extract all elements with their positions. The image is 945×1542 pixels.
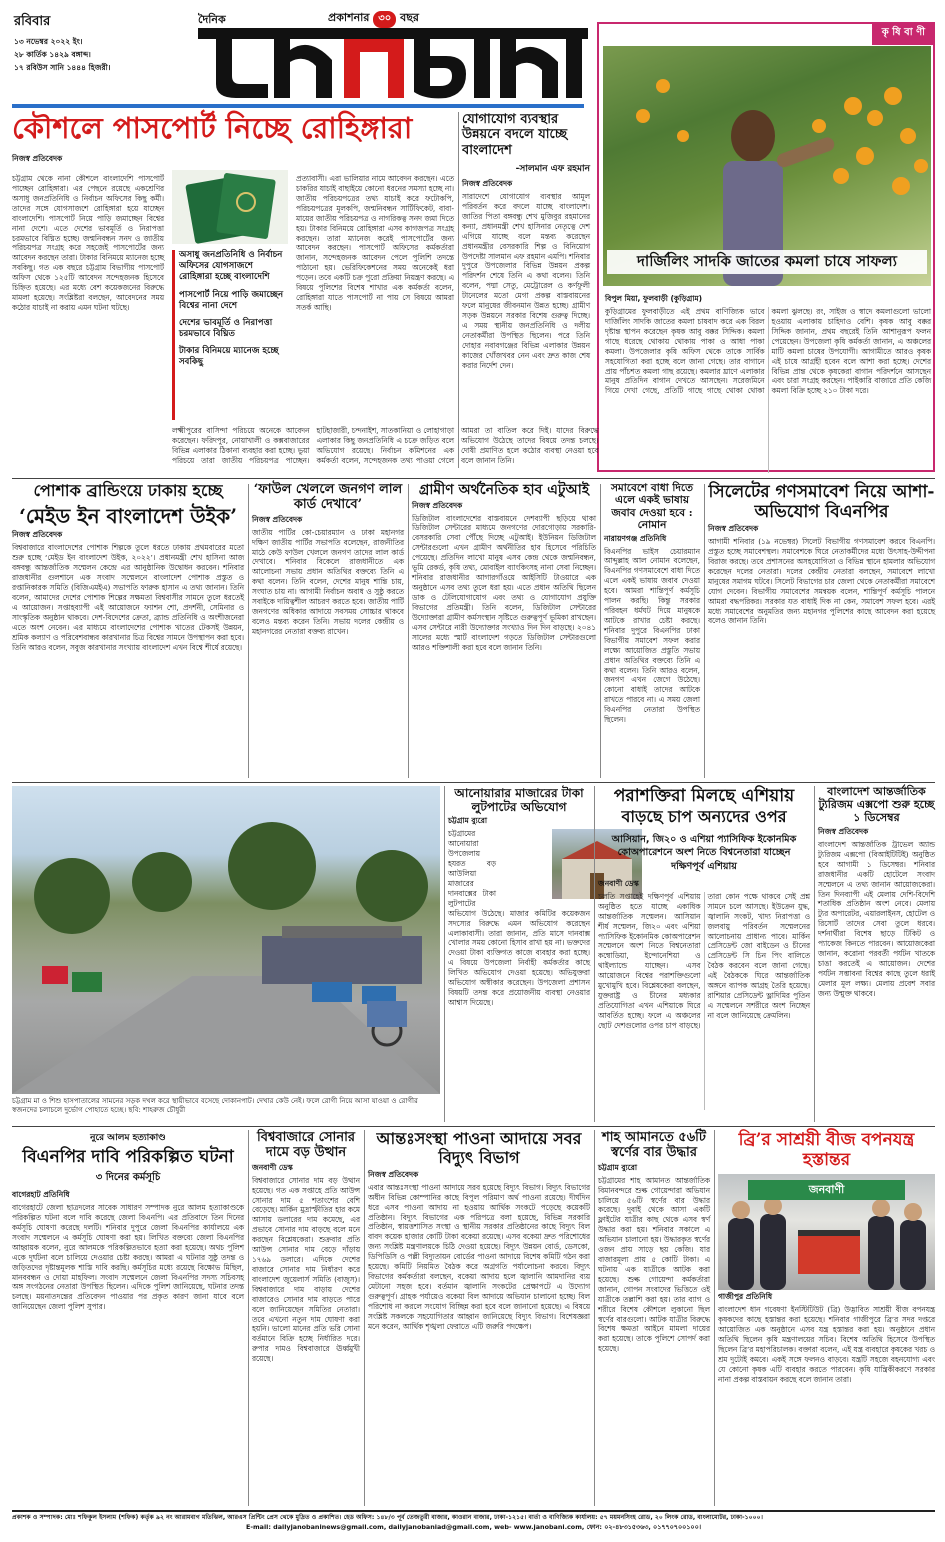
rally-byline: নারায়ণগঞ্জ প্রতিনিধি (604, 533, 667, 543)
mazar-headline: আনোয়ারার মাজারের টাকা লুটপাটের অভিযোগ (454, 786, 584, 815)
communication-story (462, 112, 590, 468)
masthead-logo (198, 22, 588, 102)
rural-hub-headline: গ্রামীণ অর্থনৈতিক হাব এটুআই (418, 482, 590, 498)
pull-quote-1: অসাধু জনপ্রতিনিধি ও নির্বাচন অফিসের যোগসাজশে রোহিঙ্গারা হচ্ছে বাংলাদেশি (179, 250, 283, 283)
krishi-tag: কৃ ষি বা ণী (872, 22, 935, 45)
lead-body-col3: লক্ষ্মীপুরের বাসিন্দা পরিচয়ে অনেকে আবেদন করেছেন। ফরিদপুর, নোয়াখালী ও কক্সবাজারের বিভিন্ন এলাকার ঠিকানা ব্যবহার করা হচ্ছে। ভুয়া পরিচয়ে তারা জাতীয় পরিচয়পত্র পাচ্ছেন। হাটহাজারী, চন্দনাইশ, সাতকানিয়া ও লোহাগাড়া এলাকার কিছু জনপ্রতিনিধি এ চক্রে জড়িত বলে অভিযোগ রয়েছে। নির্বাচন কমিশনের এক কর্মকর্তা বলেন, সন্দেহজনক তথ্য পাওয়া গেলে আমরা তা বাতিল করে দিই। যাদের বিরুদ্ধে অভিযোগ উঠেছে তাদের বিষয়ে তদন্ত চলছে। দোষী প্রমাণিত হলে কঠোর ব্যবস্থা নেওয়া হবে বলে জানান তিনি। (172, 426, 599, 465)
seed-machine-body: বাংলাদেশ ধান গবেষণা ইনস্টিটিউট (ব্রি) উদ্ভাবিত সাশ্রয়ী বীজ বপনযন্ত্র কৃষকদের কাছে হস্তান্তর করা হয়েছে। শনিবার গাজীপুরে ব্রি’র সদর দপ্তরে আয়োজিত এক অনুষ্ঠানে এসব যন্ত্র হস্তান্তর করা হয়। অনুষ্ঠানে প্রধান অতিথি ছিলেন কৃষি মন্ত্রণালয়ের সচিব। বিশেষ অতিথি হিসেবে উপস্থিত ছিলেন ব্রি’র মহাপরিচালক। বক্তারা বলেন, এই যন্ত্র ব্যবহারে কৃষকের খরচ ও শ্রম দুটোই কমবে। একই সঙ্গে ফলনও বাড়বে। যন্ত্রটি সহজে বহনযোগ্য এবং যে কোনো কৃষক এটি ব্যবহার করতে পারবেন। কৃষি যান্ত্রিকীকরণে সরকার নানা প্রকল্প বাস্তবায়ন করছে বলে জানান তারা। (718, 1305, 935, 1384)
footer-imprint: প্রকাশক ও সম্পাদক: মোঃ শফিকুল ইসলাম (শফিক) কর্তৃক ৯২ নং আরামবাগ মতিঝিল, আরএস প্রিন্টিং প্রেস থেকে মুদ্রিত ও প্রকাশিত। হেড অফিস: ১৪৮/৩ পূর্ব তেজতুরী বাজার, কাওরান বাজার, ঢাকা-১২১৫। বার্তা ও বাণিজ্যিক কার্যালয়: ৫৭ ময়মনসিংহ রোড, ২০ লিংক রোড, বাংলামোটর, ঢাকা-১০০০। (12, 1514, 763, 1521)
footer (12, 1510, 935, 1538)
rural-hub-body: ডিজিটাল বাংলাদেশের বাস্তবায়নে দেশব্যাপী ছড়িয়ে থাকা ডিজিটাল সেন্টারের মাধ্যমে জনগণের দোরগোড়ায় সরকারি-বেসরকারি সেবা পৌঁছে দিচ্ছে এটুআই। ইউনিয়ন ডিজিটাল সেন্টারগুলো এখন গ্রামীণ অর্থনীতির হাব হিসেবে পরিচিতি পেয়েছে। প্রতিদিন লাখো মানুষ এসব কেন্দ্র থেকে জন্মনিবন্ধন, ভূমি রেকর্ড, কৃষি তথ্য, মোবাইল ব্যাংকিংসহ নানা সেবা নিচ্ছেন। শনিবার রাজধানীর আগারগাঁওয়ে আইসিটি টাওয়ারে এক অনুষ্ঠানে এসব তথ্য তুলে ধরা হয়। এতে প্রধান অতিথি ছিলেন ডাক ও টেলিযোগাযোগ এবং তথ্য ও যোগাযোগ প্রযুক্তি বিভাগের প্রতিমন্ত্রী। তিনি বলেন, ডিজিটাল সেন্টারের উদ্যোক্তারা গ্রামীণ কর্মসংস্থান সৃষ্টিতে গুরুত্বপূর্ণ ভূমিকা রাখছেন। এসব সেন্টারে নারী উদ্যোক্তার সংখ্যাও দিন দিন বাড়ছে। ২০৪১ সালের মধ্যে স্মার্ট বাংলাদেশ গড়তে ডিজিটাল সেন্টারগুলো আরও শক্তিশালী করা হবে বলে জানান তিনি। (412, 513, 596, 652)
communication-author: -সালমান এফ রহমান (515, 163, 590, 174)
power-dues-byline: নিজস্ব প্রতিবেদক (368, 1169, 419, 1179)
seed-machine-byline: গাজীপুর প্রতিনিধি (718, 1292, 773, 1302)
event-banner-text: জনবাণী (808, 1183, 845, 1197)
bangladesh-week-headline-1: পোশাক ব্রান্ডিংয়ে ঢাকায় হচ্ছে (33, 481, 223, 500)
power-dues-body: এবার আন্তঃসংস্থা পাওনা আদায়ে সরব হয়েছে বিদ্যুৎ বিভাগ। বিদ্যুৎ বিভাগের অধীন বিভিন্ন কোম্পানির কাছে বিপুল পরিমাণ অর্থ পাওনা রয়েছে। দীর্ঘদিন ধরে এসব পাওনা আদায় না হওয়ায় আর্থিক সংকটে পড়েছে কয়েকটি প্রতিষ্ঠান। বিদ্যুৎ বিভাগের এক পরিপত্রে বলা হয়েছে, বিভিন্ন সরকারি প্রতিষ্ঠান, স্বায়ত্তশাসিত সংস্থা ও স্থানীয় সরকার প্রতিষ্ঠানের কাছে বিদ্যুৎ বিল বাবদ কয়েক হাজার কোটি টাকা বকেয়া রয়েছে। এসব বকেয়া দ্রুত পরিশোধের জন্য সংশ্লিষ্ট মন্ত্রণালয়কে চিঠি দেওয়া হয়েছে। বিদ্যুৎ উন্নয়ন বোর্ড, ডেসকো, ডিপিডিসি ও পল্লী বিদ্যুতায়ন বোর্ডের পাওনা আদায়ে বিশেষ কমিটি গঠন করা হয়েছে। কমিটি নিয়মিত বৈঠক করে অগ্রগতি পর্যালোচনা করবে। বিদ্যুৎ বিভাগের কর্মকর্তারা বলছেন, বকেয়া আদায় হলে জ্বালানি আমদানির ব্যয় মেটানো সহজ হবে। বর্তমান জ্বালানি সংকটের প্রেক্ষাপটে এ উদ্যোগ গুরুত্বপূর্ণ। গ্রাহক পর্যায়েও বকেয়া বিল আদায়ে অভিযান চালানো হচ্ছে। বিল পরিশোধ না করলে সংযোগ বিচ্ছিন্ন করা হবে বলে জানানো হয়েছে। এ বিষয়ে সংশ্লিষ্ট সকলকে সহযোগিতার আহ্বান জানিয়েছে বিদ্যুৎ বিভাগ। বিশেষজ্ঞরা মনে করেন, আর্থিক শৃঙ্খলা ফেরাতে এটি জরুরি পদক্ষেপ। (368, 1182, 590, 1331)
shah-amanat-headline: শাহ আমানতে ৫৬টি স্বর্ণের বার উদ্ধার (602, 1130, 706, 1161)
anniversary-text: প্রকাশনার (328, 11, 370, 24)
foul-byline: নিজস্ব প্রতিবেদক (252, 514, 303, 524)
krishi-byline: বিপুল মিয়া, ফুলবাড়ী (কুড়িগ্রাম) (605, 294, 703, 303)
bangladesh-week-headline-2: ‘মেইড ইন বাংলাদেশ উইক’ (18, 503, 238, 528)
mazar-byline: চট্টগ্রাম ব্যুরো (448, 816, 488, 826)
gold-body: বিশ্ববাজারে সোনার দাম বড় উত্থান হয়েছে। গত এক সপ্তাহে প্রতি আউন্স সোনার দাম ৫ শতাংশের বেশি বেড়েছে। মার্কিন মুদ্রাস্ফীতির হার কমে আসায় ডলারের দাম কমেছে, এর প্রভাবে সোনার দাম বাড়ছে বলে মনে করছেন বিশ্লেষকেরা। শুক্রবার প্রতি আউন্স সোনার দাম বেড়ে দাঁড়ায় ১৭৬৯ ডলারে। এদিকে দেশের বাজারে সোনার দাম নির্ধারণ করে বাংলাদেশ জুয়েলার্স সমিতি (বাজুস)। বিশ্ববাজারে দাম বাড়ায় দেশের বাজারেও সোনার দাম বাড়তে পারে বলে জানিয়েছেন সমিতির নেতারা। তবে এখনো নতুন দাম ঘোষণা করা হয়নি। ভালো মানের প্রতি ভরি সোনা বর্তমানে বিক্রি হচ্ছে নির্ধারিত দরে। রুপার দামও বিশ্ববাজারে ঊর্ধ্বমুখী রয়েছে। (252, 1175, 360, 1364)
bnp-claim-headline: বিএনপির দাবি পরিকল্পিত ঘটনা (22, 1147, 234, 1167)
masthead-rule (12, 104, 584, 108)
power-dues-headline: আন্তঃসংস্থা পাওনা আদায়ে সবর বিদ্যুৎ বিভাগ (376, 1129, 582, 1167)
gold-headline: বিশ্ববাজারে সোনার দামে বড় উত্থান (257, 1130, 355, 1161)
bnp-claim-byline: বাগেরহাট প্রতিনিধি (12, 1190, 70, 1200)
bnp-claim-body: বাগেরহাটে জেলা ছাত্রদলের সাবেক সাধারণ সম্পাদক নুরে আলম হত্যাকাণ্ডকে পরিকল্পিত ঘটনা বলে দাবি করেছে জেলা বিএনপি। এর প্রতিবাদে তিন দিনের কর্মসূচি ঘোষণা করেছে দলটি। শনিবার দুপুরে জেলা বিএনপির কার্যালয়ে এক সংবাদ সম্মেলনে এ কর্মসূচি ঘোষণা করা হয়। লিখিত বক্তব্যে জেলা বিএনপির আহ্বায়ক বলেন, নুরে আলমকে পরিকল্পিতভাবে হত্যা করা হয়েছে। অথচ পুলিশ একে দুর্ঘটনা বলে চালিয়ে দেওয়ার চেষ্টা করছে। আমরা এ ঘটনার সুষ্ঠু তদন্ত ও জড়িতদের দৃষ্টান্তমূলক শাস্তি দাবি করছি। কর্মসূচির মধ্যে রয়েছে বিক্ষোভ মিছিল, মানববন্ধন ও দোয়া মাহফিল। সংবাদ সম্মেলনে জেলা বিএনপির সদস্য সচিবসহ অঙ্গ সংগঠনের নেতারা উপস্থিত ছিলেন। এদিকে পুলিশ জানিয়েছে, ঘটনার তদন্ত চলছে। ময়নাতদন্তের প্রতিবেদন পাওয়ার পর প্রকৃত কারণ জানা যাবে বলে জানিয়েছেন জেলা পুলিশ সুপার। (12, 1203, 244, 1312)
sylhet-story (708, 482, 935, 780)
masthead-day: রবিবার (14, 14, 51, 29)
rural-hub-story (412, 482, 596, 780)
logo-wordmark-icon (198, 22, 588, 102)
gold-story (252, 1130, 360, 1506)
mazar-body: চট্টগ্রামের আনোয়ারা উপজেলায় হযরত বড় আউলিয়া মাজারের দানবাক্সের টাকা লুটপাটের অভিযোগ উঠেছে। মাজার কমিটির কয়েকজন সদস্যের বিরুদ্ধে এমন অভিযোগ করেছেন এলাকাবাসী। তারা জানান, প্রতি মাসে দানবাক্স খোলার সময় কোনো হিসাব রাখা হয় না। ভক্তদের দেওয়া টাকা ব্যক্তিগত কাজে ব্যবহার করা হচ্ছে। এ বিষয়ে উপজেলা নির্বাহী কর্মকর্তার কাছে লিখিত অভিযোগ দেওয়া হয়েছে। অভিযুক্তরা অভিযোগ অস্বীকার করেছেন। উপজেলা প্রশাসন বিষয়টি তদন্ত করে প্রয়োজনীয় ব্যবস্থা নেওয়ার আশ্বাস দিয়েছে। (448, 829, 590, 1007)
seed-machine-story (718, 1130, 935, 1506)
rural-hub-byline: নিজস্ব প্রতিবেদক (412, 500, 463, 510)
footer-contact: E-mail: dailyjanobaninews@gmail.com, dailyjanobaniad@gmail.com, web- www.janobani.com, ফোন: ০২-৪৮৩১৫৩৬৩, ০১৭৭০৭০০১০০। (245, 1522, 702, 1531)
powers-story (598, 786, 810, 1122)
sylhet-body: আগামী শনিবার (১৯ নভেম্বর) সিলেট বিভাগীয় গণসমাবেশ করবে বিএনপি। প্রস্তুত হচ্ছে সমাবেশস্থল। সমাবেশকে ঘিরে নেতাকর্মীদের মধ্যে উৎসাহ-উদ্দীপনা বিরাজ করছে। তবে প্রশাসনের অসহযোগিতা ও বিভিন্ন স্থানে হামলার অভিযোগ করেছেন দলের নেতারা। দলের কেন্দ্রীয় নেতারা বলছেন, সমাবেশে লাখো মানুষের সমাগম ঘটবে। সিলেট বিভাগের চার জেলা থেকে নেতাকর্মীরা সমাবেশে যোগ দেবেন। বিভাগীয় সমাবেশের সমন্বয়ক বলেন, শান্তিপূর্ণ কর্মসূচি পালনে আমরা বদ্ধপরিকর। সরকার যত বাধাই দিক না কেন, সমাবেশ সফল হবে। এরই মধ্যে সমাবেশের অনুমতির জন্য মহানগর পুলিশের কাছে আবেদন করা হয়েছে বলেও জানান তিনি। (708, 537, 935, 626)
pull-quote-3: দেশের ভাবমূর্তি ও নিরাপত্তা চরমভাবে বিঘ্নিত (179, 317, 273, 340)
lead-body-col2: প্রত্যাবাসী। এরা ভালিয়ার নামে আবেদন করছেন। এতে চাকরির যাচাই বাছাইয়ে কোনো ধরনের সমস্যা হচ্ছে না। জাতীয় পরিচয়পত্রের তথ্য যাচাই করে ফটোকপি, পরিচয়পত্রের মূলকপি, জন্মনিবন্ধন সার্টিফিকেট, বাবা-মায়ের জাতীয় পরিচয়পত্র ও নাগরিকত্ব সনদ জমা দিতে হয়। টাকার বিনিময়ে রোহিঙ্গারা এসব কাগজপত্র সংগ্রহ করছেন। তারা ম্যানেজ করেই পাসপোর্টের জন্য আবেদন করছেন। পাসপোর্ট অফিসের কর্মকর্তারা জানান, সন্দেহজনক আবেদন পেলে পুলিশি তদন্তে পাঠানো হয়। ভেরিফিকেশনের সময় অনেকেই ধরা পড়েন। তবে একটি চক্র পুরো প্রক্রিয়া নিয়ন্ত্রণ করছে। এ বিষয়ে পুলিশের বিশেষ শাখার এক কর্মকর্তা বলেন, রোহিঙ্গারা যাতে পাসপোর্ট না পায় সে বিষয়ে আমরা সতর্ক আছি। (296, 174, 454, 312)
masthead-date-hijri: ১৭ রবিউস সানি ১৪৪৪ হিজরী। (14, 62, 111, 72)
tourism-story (818, 786, 935, 1122)
sylhet-byline: নিজস্ব প্রতিবেদক (708, 524, 759, 534)
communication-byline: নিজস্ব প্রতিবেদক (462, 178, 513, 188)
bnp-claim-subhead: ৩ দিনের কর্মসূচি (95, 1172, 161, 1184)
bangladesh-week-byline: নিজস্ব প্রতিবেদক (12, 530, 63, 540)
mazar-story (448, 786, 590, 1122)
masthead-prefix: দৈনিক (198, 13, 226, 26)
lead-headline: কৌশলে পাসপোর্ট নিচ্ছে রোহিঙ্গারা (12, 111, 413, 145)
bangladesh-week-story (12, 482, 244, 780)
foul-story (252, 482, 404, 780)
foul-body: জাতীয় পার্টির কো-চেয়ারম্যান ও ঢাকা মহানগর দক্ষিণ জাতীয় পার্টির সভাপতি বলেছেন, রাজনীতির মাঠে কেউ ফাউল খেললে জনগণ তাদের লাল কার্ড দেখাবে। শনিবার বিকেলে রাজধানীতে এক আলোচনা সভায় প্রধান অতিথির বক্তব্যে তিনি এ কথা বলেন। তিনি বলেন, দেশের মানুষ শান্তি চায়, সংঘাত চায় না। আগামী নির্বাচন অবাধ ও সুষ্ঠু করতে সবাইকে দায়িত্বশীল আচরণ করতে হবে। জাতীয় পার্টি জনগণের অধিকার আদায়ে সবসময় সোচ্চার থাকবে বলেও মন্তব্য করেন তিনি। সভায় দলের কেন্দ্রীয় ও মহানগরের নেতারা বক্তব্য রাখেন। (252, 527, 404, 636)
krishi-box (597, 22, 935, 472)
event-banner (748, 1180, 905, 1200)
masthead-date-block (14, 12, 124, 82)
lead-pull-quotes (172, 250, 288, 420)
bangladesh-week-body: বিশ্ববাজারে বাংলাদেশের পোশাক শিল্পকে তুলে ধরতে ঢাকায় প্রথমবারের মতো শুরু হচ্ছে ‘মেইড ইন বাংলাদেশ উইক, ২০২২’। প্রধানমন্ত্রী শেখ হাসিনা আজ বঙ্গবন্ধু আন্তর্জাতিক সম্মেলন কেন্দ্রে এর আনুষ্ঠানিক উদ্বোধন করবেন। শনিবার রাজধানীর গুলশানে এক সংবাদ সম্মেলনে বাংলাদেশ পোশাক প্রস্তুত ও রপ্তানিকারক সমিতি (বিজিএমইএ) সভাপতি ফারুক হাসান এ তথ্য জানান। তিনি বলেন, আমাদের দেশের পোশাক শিল্পের সক্ষমতা বিশ্ববাসীর সামনে তুলে ধরতেই এ আয়োজন। সপ্তাহব্যাপী এই আয়োজনে ফ্যাশন শো, প্রদর্শনী, সেমিনার ও সাংস্কৃতিক অনুষ্ঠান থাকবে। দেশ-বিদেশের ক্রেতা, ব্র্যান্ড প্রতিনিধি ও অংশীজনেরা এতে অংশ নেবেন। এর মাধ্যমে বাংলাদেশের পোশাক খাতের টেকসই উন্নয়ন, শ্রমিক কল্যাণ ও পরিবেশবান্ধব কারখানার চিত্র বিশ্বের সামনে উপস্থাপন করা হবে। তিনি আরও বলেন, সবুজ কারখানার সংখ্যায় বাংলাদেশ এখন বিশ্বে শীর্ষে রয়েছে। (12, 543, 244, 652)
street-photo-caption: চট্টগ্রাম মা ও শিশু হাসপাতালের সামনের সড়ক দখল করে স্থায়ীভাবে বসেছে দোকানপাট। দেখার কেউ নেই। ফলে রোগী নিয়ে আসা যাওয়া ও রোগীর স্বজনদের চলাচলে দুর্ভোগ পোহাতে হচ্ছে। ছবি: শাহরুজ চৌধুরী (12, 1097, 418, 1115)
seed-machine-photo (718, 1174, 935, 1290)
rally-body: বিএনপির ভাইস চেয়ারম্যান আব্দুল্লাহ আল নোমান বলেছেন, বিএনপির গণসমাবেশে বাধা দিতে এলে একই ভাষায় জবাব দেওয়া হবে। আমরা শান্তিপূর্ণ কর্মসূচি পালন করছি। কিন্তু সরকার পরিবহন ধর্মঘট দিয়ে মানুষকে আটকে রাখার চেষ্টা করছে। শনিবার দুপুরে বিএনপির ঢাকা বিভাগীয় সমাবেশ সফল করার লক্ষ্যে আয়োজিত প্রস্তুতি সভায় প্রধান অতিথির বক্তব্যে তিনি এ কথা বলেন। তিনি আরও বলেন, জনগণ এখন জেগে উঠেছে। কোনো বাধাই তাদের আটকে রাখতে পারবে না। এ সময় জেলা বিএনপির নেতারা উপস্থিত ছিলেন। (604, 546, 700, 725)
power-dues-story (368, 1130, 590, 1506)
powers-subhead: আসিয়ান, জি২০ ও এশিয়া প্যাসিফিক ইকোনমিক কোঅপারেশনে অংশ নিতে বিশ্বনেতারা যাচ্ছেন দক্ষিণপূর্ব এশিয়ায় (611, 833, 797, 872)
passport-photo (172, 170, 288, 244)
communication-headline: যোগাযোগ ব্যবস্থার উন্নয়নে বদলে যাচ্ছে বাংলাদেশ (462, 112, 568, 158)
tourism-body: বাংলাদেশ আন্তর্জাতিক ট্রাভেল অ্যান্ড ট্যুরিজম এক্সপো (বিআইটিটিই) অনুষ্ঠিত হবে আগামী ১ ডিসেম্বর। শনিবার রাজধানীর একটি হোটেলে সংবাদ সম্মেলনে এ তথ্য জানান আয়োজকেরা। তিন দিনব্যাপী এই মেলায় দেশি-বিদেশি শতাধিক প্রতিষ্ঠান অংশ নেবে। মেলায় ট্যুর অপারেটর, এয়ারলাইনস, হোটেল ও রিসোর্ট তাদের সেবা তুলে ধরবে। দর্শনার্থীরা বিশেষ ছাড়ে টিকিট ও প্যাকেজ কিনতে পারবেন। আয়োজকেরা জানান, করোনা পরবর্তী পর্যটন খাতকে চাঙা করতেই এ আয়োজন। দেশের পর্যটন সম্ভাবনা বিশ্বের কাছে তুলে ধরাই মেলার মূল লক্ষ্য। মেলায় প্রবেশ সবার জন্য উন্মুক্ত থাকবে। (818, 839, 935, 998)
powers-headline-1: পরাশক্তিরা মিলছে এশিয়ায় (613, 786, 795, 806)
masthead-logo-block (178, 8, 596, 102)
pull-quote-4: টাকার বিনিময়ে ম্যানেজ হচ্ছে সবকিছু (179, 346, 279, 368)
krishi-headline: দার্জিলিং সাদকি জাতের কমলা চাষে সাফল্য (607, 250, 927, 274)
sylhet-headline: সিলেটের গণসমাবেশ নিয়ে আশা-অভিযোগ বিএনপির (708, 482, 935, 523)
pull-quote-2: পাসপোর্ট নিয়ে পাড়ি জমাচ্ছেন বিশ্বের নানা দেশে (179, 289, 284, 311)
powers-byline: জনবাণী ডেস্ক (598, 878, 639, 888)
rally-story (604, 482, 700, 780)
krishi-body: কুড়িগ্রামের ফুলবাড়ীতে এই প্রথম বাণিজ্যিক ভাবে দার্জিলিং সাদকি জাতের কমলা চাষবাদ করে এক বিরল দৃষ্টান্ত স্থাপন করেছেন কৃষক আবু বক্কর সিদ্দিক। কমলা গাছে ধরেছে থোকায় থোকায় পাকা ও আধা পাকা কমলা। উপজেলার কৃষি অফিস থেকে তাকে সার্বিক সহযোগিতা করা হচ্ছে বলে জানা গেছে। তার বাগানে প্রায় পাঁচশত কমলা গাছ রয়েছে। কমলার ঘ্রাণে এলাকার মানুষ প্রতিদিন বাগান দেখতে আসছেন। সরেজমিনে গিয়ে দেখা গেছে, প্রতিটি গাছে গাছে থোকা থোকা কমলা ঝুলছে। রং, সাইজ ও স্বাদে কমলাগুলো ভালো হওয়ায় এলাকায় চাহিদাও বেশি। কৃষক আবু বক্কর সিদ্দিক জানান, প্রথম বছরেই তিনি আশানুরূপ ফলন পেয়েছেন। উপজেলা কৃষি কর্মকর্তা জানান, এ অঞ্চলের মাটি কমলা চাষের উপযোগী। আগামীতে আরও কৃষক এই চাষে আগ্রহী হবেন বলে আশা করা হচ্ছে। দেশের বিভিন্ন প্রান্ত থেকে কৃষকেরা বাগান পরিদর্শনে আসছেন এবং চারা সংগ্রহ করছেন। পাইকারি বাজারে প্রতি কেজি কমলা বিক্রি হচ্ছে ২১০ টাকা দরে। (605, 307, 931, 396)
tourism-headline: বাংলাদেশ আন্তর্জাতিক ট্যুরিজম এক্সপো শুরু হচ্ছে ১ ডিসেম্বর (818, 785, 935, 824)
masthead-date-en: ১৩ নভেম্বর ২০২২ ইং। (14, 37, 83, 46)
anniversary-badge: ৩০ (373, 11, 396, 28)
lead-body-col1: চট্টগ্রাম থেকে নানা কৌশলে বাংলাদেশি পাসপোর্ট পাচ্ছেন রোহিঙ্গারা। এর পেছনে রয়েছে একশ্রেণির অসাধু জনপ্রতিনিধি ও নির্বাচন অফিসের কিছু কর্মী। তাদের সঙ্গে যোগসাজশে রোহিঙ্গারা হয়ে যাচ্ছেন বাংলাদেশি। পাসপোর্ট নিয়ে পাড়ি জমাচ্ছেন বিশ্বের নানা দেশে। এতে দেশের ভাবমূর্তি ও নিরাপত্তা চরমভাবে বিঘ্নিত হচ্ছে। জন্মনিবন্ধন সনদ ও জাতীয় পরিচয়পত্র সংগ্রহ করে সহজেই পাসপোর্টের জন্য আবেদন করছেন তারা। টাকার বিনিময়ে ম্যানেজ হচ্ছে সবকিছু। গত এক বছরে চট্টগ্রাম বিভাগীয় পাসপোর্ট অফিস থেকে ১২৫টি আবেদন সন্দেহজনক হিসেবে চিহ্নিত হয়েছে। এর মধ্যে বেশ কয়েকজনের বিরুদ্ধে মামলা হয়েছে। সংশ্লিষ্টরা বলছেন, আবেদনের সময় কঠোর যাচাই না করায় এমন ঘটনা ঘটছে। (12, 174, 164, 312)
street-scene-icon (12, 786, 440, 1094)
bnp-claim-kicker: নুরে আলম হত্যাকাণ্ড (90, 1133, 166, 1143)
lead-byline: নিজস্ব প্রতিবেদক (12, 153, 63, 163)
shah-amanat-body: চট্টগ্রামের শাহ আমানত আন্তর্জাতিক বিমানবন্দরে শুল্ক গোয়েন্দারা অভিযান চালিয়ে ৫৬টি স্বর্ণের বার উদ্ধার করেছে। দুবাই থেকে আসা একটি ফ্লাইটের যাত্রীর কাছ থেকে এসব স্বর্ণ উদ্ধার করা হয়। শনিবার সকালে এ অভিযান চালানো হয়। উদ্ধারকৃত স্বর্ণের ওজন প্রায় সাড়ে ছয় কেজি। যার বাজারমূল্য প্রায় ৫ কোটি টাকা। এ ঘটনায় এক যাত্রীকে আটক করা হয়েছে। শুল্ক গোয়েন্দা কর্মকর্তারা জানান, গোপন সংবাদের ভিত্তিতে ওই যাত্রীকে তল্লাশি করা হয়। তার ব্যাগ ও শরীরে বিশেষ কৌশলে লুকানো ছিল স্বর্ণের বারগুলো। আটক যাত্রীর বিরুদ্ধে বিশেষ ক্ষমতা আইনে মামলা দায়ের করা হয়েছে। তাকে পুলিশে সোপর্দ করা হয়েছে। (598, 1175, 710, 1354)
rally-headline: সমাবেশে বাধা দিতে এলে একই ভাষায় জবাব দেওয়া হবে : নোমান (610, 482, 694, 532)
shah-amanat-story (598, 1130, 710, 1506)
anniversary-suffix: বছর (400, 11, 419, 24)
foul-headline: ‘ফাউল খেললে জনগণ লাল কার্ড দেখাবে’ (253, 482, 403, 513)
powers-body: চলতি সপ্তাহেই দক্ষিণপূর্ব এশিয়ায় অনুষ্ঠিত হতে যাচ্ছে একাধিক আন্তর্জাতিক সম্মেলন। আসিয়ান শীর্ষ সম্মেলন, জি২০ এবং এশিয়া প্যাসিফিক ইকোনমিক কোঅপারেশন সম্মেলনে অংশ নিতে বিশ্বনেতারা কম্বোডিয়া, ইন্দোনেশিয়া ও থাইল্যান্ডে যাচ্ছেন। এসব আয়োজনে বিশ্বের পরাশক্তিগুলো মুখোমুখি হবে। বিশ্লেষকেরা বলছেন, যুক্তরাষ্ট্র ও চীনের মধ্যকার প্রতিযোগিতা এখন এশিয়াকে ঘিরে আবর্তিত হচ্ছে। ফলে এ অঞ্চলের ছোট দেশগুলোর ওপর চাপ বাড়ছে। তারা কোন পক্ষে থাকবে সেই প্রশ্ন সামনে চলে আসছে। ইউক্রেন যুদ্ধ, জ্বালানি সংকট, খাদ্য নিরাপত্তা ও জলবায়ু পরিবর্তন সম্মেলনের আলোচনায় প্রাধান্য পাবে। মার্কিন প্রেসিডেন্ট জো বাইডেন ও চীনের প্রেসিডেন্ট সি চিন পিং বালিতে বৈঠক করবেন বলে জানা গেছে। এই বৈঠককে ঘিরে আন্তর্জাতিক অঙ্গনে ব্যাপক আগ্রহ তৈরি হয়েছে। রাশিয়ার প্রেসিডেন্ট ভ্লাদিমির পুতিন এ সম্মেলনে সশরীরে অংশ নিচ্ছেন না বলে জানিয়েছে ক্রেমলিন। (598, 891, 810, 1030)
powers-headline-2: বাড়ছে চাপ অন্যদের ওপর (621, 807, 787, 827)
bnp-claim-story (12, 1130, 244, 1506)
tourism-byline: নিজস্ব প্রতিবেদক (818, 826, 869, 836)
masthead-date-bn: ২৮ কার্তিক ১৪২৯ বঙ্গাব্দ। (14, 49, 91, 59)
street-photo (12, 786, 440, 1094)
shah-amanat-byline: চট্টগ্রাম ব্যুরো (598, 1162, 638, 1172)
seed-machine-headline: ব্রি’র সাশ্রয়ী বীজ বপনযন্ত্র হস্তান্তর (738, 1130, 915, 1171)
communication-body: সারাদেশে যোগাযোগ ব্যবস্থার আমূল পরিবর্তন করে বদলে যাচ্ছে বাংলাদেশ। জাতির পিতা বঙ্গবন্ধু শেখ মুজিবুর রহমানের কন্যা, প্রধানমন্ত্রী শেখ হাসিনার নেতৃত্বে দেশ এগিয়ে যাচ্ছে বলে মন্তব্য করেছেন প্রধানমন্ত্রীর বেসরকারি শিল্প ও বিনিয়োগ উপদেষ্টা সালমান এফ রহমান এমপি। শনিবার দুপুরে উপজেলার বিভিন্ন উন্নয়ন প্রকল্প পরিদর্শন শেষে তিনি এ কথা বলেন। তিনি বলেন, পদ্মা সেতু, মেট্রোরেল ও কর্ণফুলী টানেলের মতো মেগা প্রকল্প বাস্তবায়নের ফলে মানুষের জীবনমান উন্নত হচ্ছে। গ্রামীণ সড়ক উন্নয়নে সরকার বিশেষ গুরুত্ব দিচ্ছে। এ সময় স্থানীয় জনপ্রতিনিধি ও দলীয় নেতাকর্মীরা উপস্থিত ছিলেন। পরে তিনি দোহার নবাবগঞ্জের বিভিন্ন এলাকার উন্নয়ন কাজের খোঁজখবর নেন এবং দ্রুত কাজ শেষ করার নির্দেশ দেন। (462, 191, 590, 370)
passport-icon (172, 170, 288, 244)
gold-byline: জনবাণী ডেস্ক (252, 1162, 293, 1172)
